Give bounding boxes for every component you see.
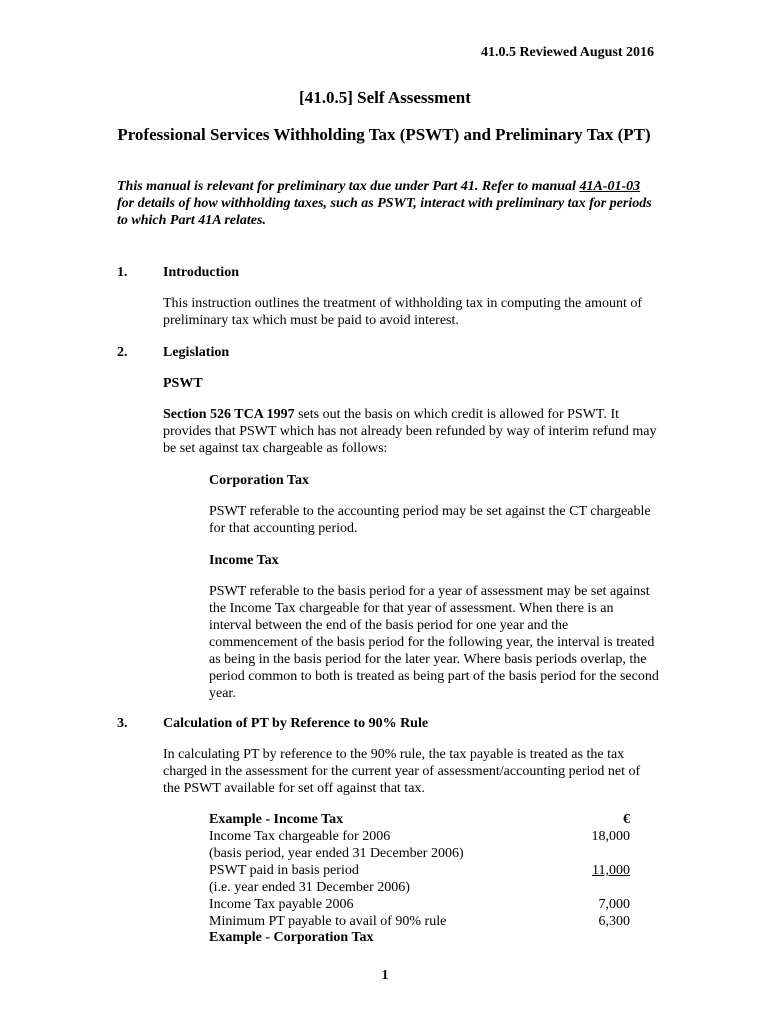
currency-symbol: € <box>623 812 630 827</box>
pswt-subheading: PSWT <box>163 376 203 391</box>
section-2-heading: Legislation <box>163 345 230 360</box>
page-title: [41.0.5] Self Assessment <box>299 88 471 107</box>
example-row-label: Minimum PT payable to avail of 90% rule <box>209 914 447 929</box>
section-1-heading: Introduction <box>163 265 239 280</box>
example-row-value: 11,000 <box>592 863 630 878</box>
example-row-value: 6,300 <box>598 914 630 929</box>
income-tax-paragraph: PSWT referable to the basis period for a year of assessment may be set against the Income Tax chargeable for that year of assessment. When there is an interval between the end of the basis period for one year and the commencement of the basis period for the following year, the interval is treated as being in the basis period for the later year. Where basis periods overlap, the period common to both is treated as being part of the basis period for the second year. <box>209 584 659 701</box>
document-reference: 41.0.5 Reviewed August 2016 <box>480 45 654 60</box>
example-row-value: 7,000 <box>598 897 630 912</box>
example-row <box>209 913 630 930</box>
example-row <box>209 896 630 913</box>
section-3-heading: Calculation of PT by Reference to 90% Rule <box>163 716 429 731</box>
note-text-end: for details of how withholding taxes, such as PSWT, interact with preliminary tax for periods to which Part 41A relates. <box>117 196 652 228</box>
example-row-label: (i.e. year ended 31 December 2006) <box>209 880 410 895</box>
example-row-label: PSWT paid in basis period <box>209 863 359 878</box>
example-row <box>209 862 630 879</box>
section-3-number: 3. <box>117 716 128 731</box>
relevance-note <box>117 178 657 229</box>
example-corporation-tax-heading: Example - Corporation Tax <box>209 930 374 945</box>
page-number: 1 <box>381 968 389 983</box>
section-3-paragraph: In calculating PT by reference to the 90% rule, the tax payable is treated as the tax charged in the assessment for the current year of assessment/accounting period net of the PSWT available for set off against that tax. <box>163 747 641 796</box>
manual-link[interactable]: 41A-01-03 <box>579 179 641 194</box>
section-526-text: sets out the basis on which credit is allowed for PSWT. It provides that PSWT which has not already been refunded by way of interim refund may be set against tax chargeable as follows: <box>163 407 657 456</box>
section-1-paragraph: This instruction outlines the treatment of withholding tax in computing the amount of preliminary tax which must be paid to avoid interest. <box>163 296 643 328</box>
example-row <box>209 845 630 862</box>
section-526-reference: Section 526 TCA 1997 <box>163 407 295 422</box>
example-income-tax-header <box>209 811 630 828</box>
page-subtitle: Professional Services Withholding Tax (PSWT) and Preliminary Tax (PT) <box>117 125 651 144</box>
example-row-label: (basis period, year ended 31 December 2006) <box>209 846 464 861</box>
corporation-tax-heading: Corporation Tax <box>209 473 309 488</box>
section-1-number: 1. <box>117 265 128 280</box>
example-row-label: Income Tax chargeable for 2006 <box>209 829 391 844</box>
example-income-tax-heading: Example - Income Tax <box>209 812 344 827</box>
example-row-value: 18,000 <box>591 829 630 844</box>
income-tax-heading: Income Tax <box>209 553 279 568</box>
section-2-number: 2. <box>117 345 128 360</box>
corporation-tax-paragraph: PSWT referable to the accounting period may be set against the CT chargeable for that accounting period. <box>209 504 651 536</box>
section-526-paragraph <box>163 406 658 457</box>
example-row <box>209 879 630 896</box>
note-text-start: This manual is relevant for preliminary tax due under Part 41. Refer to manual <box>117 179 580 194</box>
example-row <box>209 828 630 845</box>
example-row-label: Income Tax payable 2006 <box>209 897 354 912</box>
